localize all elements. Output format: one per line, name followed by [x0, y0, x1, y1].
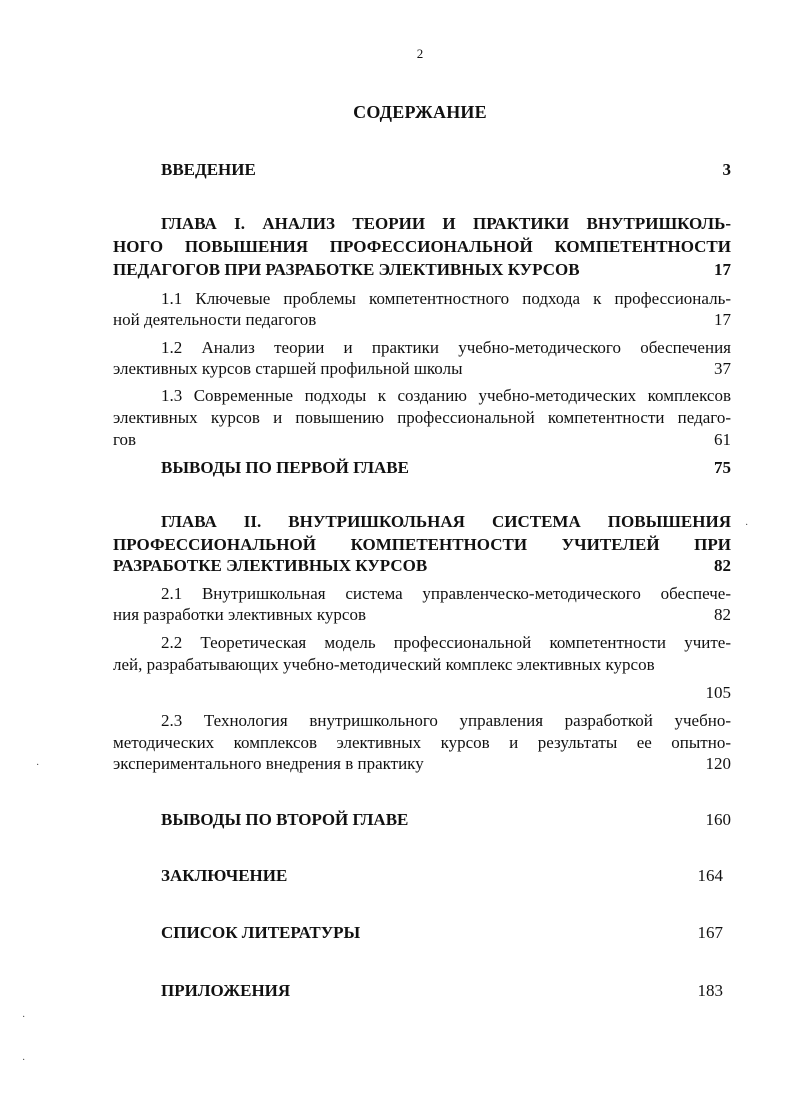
chapter-title-line: ПРОФЕССИОНАЛЬНОЙ КОМПЕТЕНТНОСТИ УЧИТЕЛЕЙ ПРИ — [113, 535, 731, 554]
section-line: 2.2 Теоретическая модель профессиональной компетентности учите- — [161, 633, 731, 652]
section-last-line — [113, 603, 731, 626]
section-page-line — [113, 681, 731, 704]
toc-page-number: 17 — [714, 260, 731, 279]
toc-page-number: 37 — [714, 359, 731, 378]
toc-entry-conclusion-1 — [161, 456, 731, 479]
section-line: ной деятельности педагогов — [113, 310, 317, 329]
toc-entry-references — [161, 921, 723, 944]
section-line: 2.1 Внутришкольная система управленческо-методического обеспече- — [161, 584, 731, 603]
toc-page-number: 164 — [697, 866, 723, 885]
section-line: экспериментального внедрения в практику — [113, 754, 424, 773]
toc-page-number: 17 — [714, 310, 731, 329]
scan-speck: · — [22, 1012, 26, 1023]
toc-entry-title: ВЫВОДЫ ПО ПЕРВОЙ ГЛАВЕ — [161, 458, 409, 477]
section-last-line — [113, 752, 731, 775]
toc-entry-conclusion-2 — [161, 808, 731, 831]
section-last-line — [113, 308, 731, 331]
toc-entry-title: СПИСОК ЛИТЕРАТУРЫ — [161, 923, 361, 942]
section-line: элективных курсов и повышению профессиональной компетентности педаго- — [113, 408, 731, 427]
section-line: 1.3 Современные подходы к созданию учебно-методических комплексов — [161, 386, 731, 405]
section-line: элективных курсов старшей профильной школы — [113, 359, 463, 378]
chapter-title-last-line — [113, 554, 731, 577]
toc-entry-title: ПРИЛОЖЕНИЯ — [161, 981, 291, 1000]
toc-entry-appendices — [161, 979, 723, 1002]
section-line: 2.3 Технология внутришкольного управления разработкой учебно- — [161, 711, 731, 730]
chapter-title-last-line — [113, 258, 731, 281]
toc-page-number: 82 — [714, 605, 731, 624]
scan-speck: · — [22, 1055, 26, 1066]
chapter-title-line: ПЕДАГОГОВ ПРИ РАЗРАБОТКЕ ЭЛЕКТИВНЫХ КУРСОВ — [113, 260, 580, 279]
scan-speck: · — [36, 760, 40, 771]
section-last-line — [113, 357, 731, 380]
toc-page-number: 61 — [714, 430, 731, 449]
toc-page-number: 183 — [697, 981, 723, 1000]
toc-entry-closing — [161, 864, 723, 887]
toc-page-number: 75 — [714, 458, 731, 477]
page-title: СОДЕРЖАНИЕ — [353, 102, 487, 122]
toc-page-number: 82 — [714, 556, 731, 575]
toc-page-number: 160 — [705, 810, 731, 829]
toc-page-number: 120 — [705, 754, 731, 773]
toc-page-number: 167 — [697, 923, 723, 942]
scan-speck: · — [745, 520, 749, 531]
chapter-title-line: ГЛАВА I. АНАЛИЗ ТЕОРИИ И ПРАКТИКИ ВНУТРИШКОЛЬ- — [161, 214, 731, 233]
section-line: 1.2 Анализ теории и практики учебно-методического обеспечения — [161, 338, 731, 357]
toc-entry-title: ЗАКЛЮЧЕНИЕ — [161, 866, 288, 885]
section-line: методических комплексов элективных курсов и результаты ее опытно- — [113, 733, 731, 752]
toc-entry-title: ВВЕДЕНИЕ — [161, 160, 256, 179]
chapter-title-line: ГЛАВА II. ВНУТРИШКОЛЬНАЯ СИСТЕМА ПОВЫШЕНИЯ — [161, 512, 731, 531]
section-last-line — [113, 428, 731, 451]
page-number: 2 — [416, 46, 424, 61]
section-line: гов — [113, 430, 137, 449]
section-line: ния разработки элективных курсов — [113, 605, 366, 624]
chapter-title-line: НОГО ПОВЫШЕНИЯ ПРОФЕССИОНАЛЬНОЙ КОМПЕТЕНТНОСТИ — [113, 237, 731, 256]
toc-page-number: 3 — [722, 160, 731, 179]
toc-entry-title: ВЫВОДЫ ПО ВТОРОЙ ГЛАВЕ — [161, 810, 409, 829]
section-line: 1.1 Ключевые проблемы компетентностного подхода к профессиональ- — [161, 289, 731, 308]
toc-page-number: 105 — [705, 683, 731, 702]
section-line: лей, разрабатывающих учебно-методический комплекс элективных курсов — [113, 655, 655, 674]
chapter-title-line: РАЗРАБОТКЕ ЭЛЕКТИВНЫХ КУРСОВ — [113, 556, 428, 575]
toc-entry-intro — [161, 158, 731, 181]
